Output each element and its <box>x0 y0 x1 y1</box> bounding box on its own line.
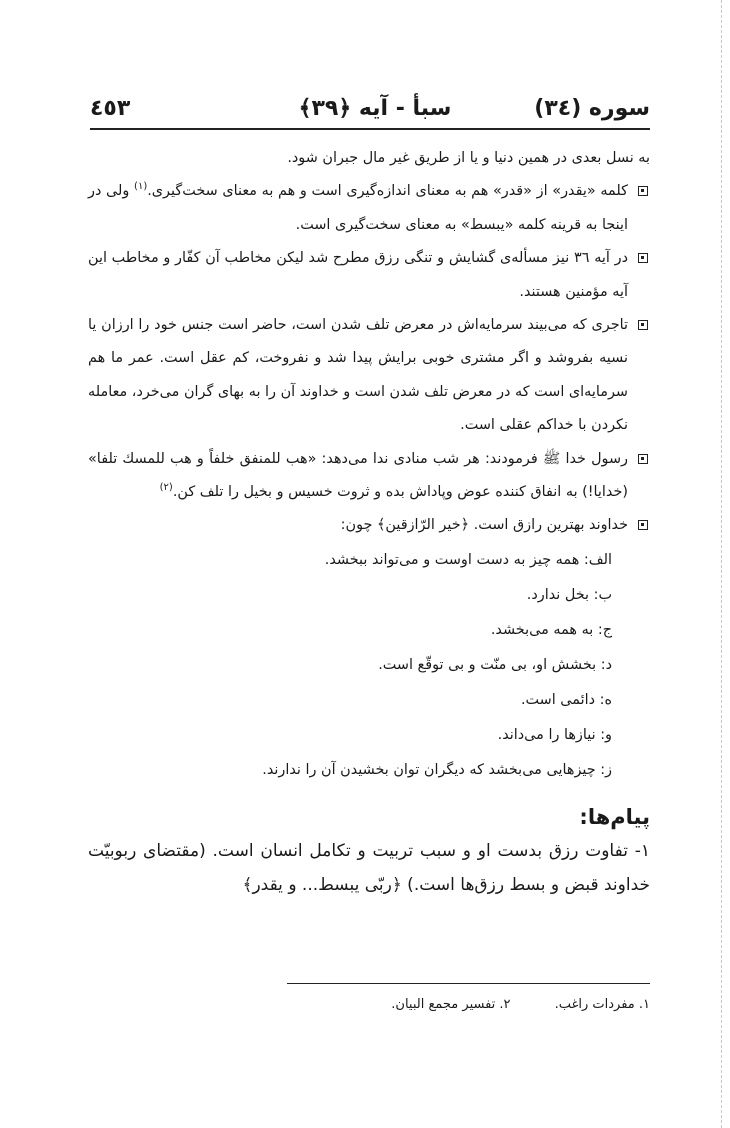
note-ayah-36 <box>88 242 650 309</box>
footnote-ref-2: (٢) <box>159 482 173 494</box>
list-item: و: نيازها را مى‌داند. <box>497 726 612 743</box>
list-item: ج: به همه مى‌بخشد. <box>490 621 612 638</box>
list-item: الف: همه چيز به دست اوست و مى‌تواند ببخشد. <box>324 551 612 568</box>
square-bullet-icon <box>638 186 648 196</box>
page-body <box>88 142 650 902</box>
square-bullet-icon <box>638 454 648 464</box>
message-1: ١- تفاوت رزق بدست او و سبب تربيت و تكامل انسان است. (مقتضاى ربوبيّت خداوند قبض و بسط رزق‌ها است.) ﴿ربّى يبسط... و يقدر﴾ <box>88 840 650 895</box>
list-item: ب: بخل ندارد. <box>526 586 612 603</box>
note-text: خداوند بهترين رازق است. ﴿خير الرّازقين﴾ چون: <box>340 517 628 534</box>
footnotes <box>300 997 650 1012</box>
note-text: تاجرى كه مى‌بيند سرمايه‌اش در معرض تلف شدن است، حاضر است جنس خود را ارزان يا نسيه بفروشد و اگر مشترى خوبى برايش پيدا شد و نفروخت، كم عقل است. عمر ما هم سرمايه‌اى است كه در معرض تلف شدن است و خداوند آن را به بهاى گران مى‌خرد، معامله نكردن با خداكم عقلى است. <box>88 317 628 434</box>
note-best-provider <box>88 509 650 542</box>
note-text: ولى در اينجا به قرينه كلمه «يبسط» به معناى سخت‌گيرى است. <box>88 183 628 233</box>
reasons-list <box>88 543 650 788</box>
footnote-ref-1: (١) <box>134 181 148 193</box>
square-bullet-icon <box>638 520 648 530</box>
note-yaqdir <box>88 175 650 242</box>
note-text: در آيه ٣٦ نيز مسأله‌ى گشايش و تنگى رزق مطرح شد ليكن مخاطب آن كفّار و مخاطب اين آيه مؤمنين هستند. <box>88 250 628 300</box>
list-item: ه: دائمى است. <box>520 691 612 708</box>
list-item: د: بخشش او، بى منّت و بى توقّع است. <box>378 656 612 673</box>
messages-heading: پيام‌ها: <box>579 804 650 829</box>
page-header <box>90 92 650 128</box>
footnote-rule <box>287 983 650 984</box>
note-text: رسول خدا ﷺ فرمودند: هر شب منادى ندا مى‌دهد: «هب للمنفق خلفاً و هب للمسك تلفا» (خدايا!) به انفاق كننده عوض وپاداش بده و ثروت خسيس و بخيل را تلف كن. <box>88 450 628 501</box>
square-bullet-icon <box>638 253 648 263</box>
footnote-1: ١. مفردات راغب. <box>554 997 650 1012</box>
note-hadith <box>88 443 650 510</box>
note-text: كلمه «يقدر» از «قدر» هم به معناى اندازه‌گيرى است و هم به معناى سخت‌گيرى. <box>147 183 628 200</box>
footnote-2: ٢. تفسير مجمع البيان. <box>391 997 511 1012</box>
surah-label: سوره (۳٤) <box>534 96 650 121</box>
square-bullet-icon <box>638 320 648 330</box>
page-edge <box>720 0 722 1128</box>
header-rule <box>90 128 650 130</box>
note-merchant <box>88 309 650 443</box>
paragraph-continuation: به نسل بعدى در همين دنيا و يا از طريق غير مال جبران شود. <box>287 150 650 166</box>
page-number: ٤٥٣ <box>90 96 131 121</box>
list-item: ز: چيزهايى مى‌بخشد كه ديگران توان بخشيدن آن را ندارند. <box>262 761 612 778</box>
sura-ayah-label: سبأ - آیه ﴿۳۹﴾ <box>298 96 452 121</box>
